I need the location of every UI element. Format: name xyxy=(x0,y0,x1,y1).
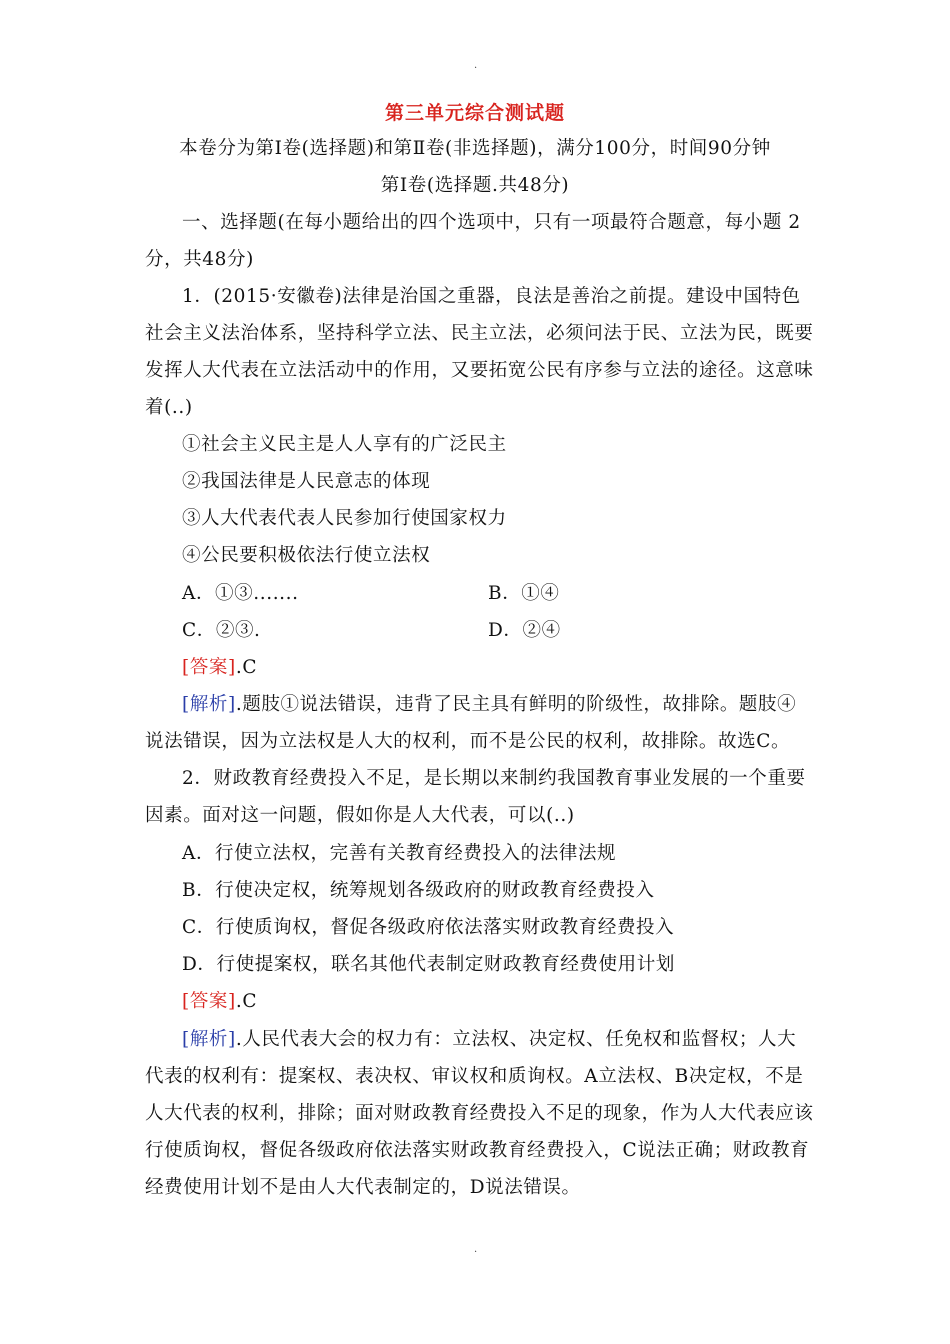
q1-option-a: A．①③....... xyxy=(182,583,299,604)
q1-stem-line-4: 着(..) xyxy=(145,397,193,418)
q1-stem-line-3: 发挥人大代表在立法活动中的作用，又要拓宽公民有序参与立法的途径。这意味 xyxy=(145,360,814,381)
exam-intro: 本卷分为第Ⅰ卷(选择题)和第Ⅱ卷(非选择题)，满分100分，时间90分钟 xyxy=(179,138,771,159)
q2-option-a: A．行使立法权，完善有关教育经费投入的法律法规 xyxy=(182,843,617,864)
q2-analysis-line-4: 行使质询权，督促各级政府依法落实财政教育经费投入，C说法正确；财政教育 xyxy=(145,1140,810,1161)
q1-stem-line-2: 社会主义法治体系，坚持科学立法、民主立法，必须问法于民、立法为民，既要 xyxy=(145,323,814,344)
q1-statement-1: ①社会主义民主是人人享有的广泛民主 xyxy=(182,434,507,455)
q1-analysis-line-2: 说法错误，因为立法权是人大的权利，而不是公民的权利，故排除。故选C。 xyxy=(145,731,791,752)
q2-stem-line-2: 因素。面对这一问题，假如你是人大代表，可以(..) xyxy=(145,805,575,826)
q2-analysis-line-2: 代表的权利有：提案权、表决权、审议权和质询权。A立法权、B决定权，不是 xyxy=(145,1066,804,1087)
q1-statement-3: ③人大代表代表人民参加行使国家权力 xyxy=(182,508,507,529)
q1-option-d: D．②④ xyxy=(488,620,561,641)
analysis-tag: [解析] xyxy=(182,694,236,715)
q2-analysis-line-3: 人大代表的权利，排除；面对财政教育经费投入不足的现象，作为人大代表应该 xyxy=(145,1103,814,1124)
page-title: 第三单元综合测试题 xyxy=(384,102,565,124)
q2-option-d: D．行使提案权，联名其他代表制定财政教育经费使用计划 xyxy=(182,954,675,975)
q2-option-b: B．行使决定权，统筹规划各级政府的财政教育经费投入 xyxy=(182,880,655,901)
q1-statement-4: ④公民要积极依法行使立法权 xyxy=(182,545,431,566)
q1-option-c: C．②③. xyxy=(182,620,261,641)
instruction-line-2: 分，共48分) xyxy=(145,249,254,270)
analysis-tag: [解析] xyxy=(182,1029,236,1050)
answer-value: .C xyxy=(235,991,258,1012)
q1-analysis-line-1 xyxy=(182,696,796,715)
q1-statement-2: ②我国法律是人民意志的体现 xyxy=(182,471,431,492)
q2-answer xyxy=(182,993,257,1012)
q2-analysis-line-5: 经费使用计划不是由人大代表制定的，D说法错误。 xyxy=(145,1177,581,1198)
footer-dot: . xyxy=(474,1244,478,1255)
q1-answer xyxy=(182,659,257,678)
instruction-line-1: 一、选择题(在每小题给出的四个选项中，只有一项最符合题意，每小题 2 xyxy=(182,212,801,233)
header-dot: . xyxy=(474,60,478,71)
q1-stem-line-1: 1．(2015·安徽卷)法律是治国之重器，良法是善治之前提。建设中国特色 xyxy=(182,286,801,307)
analysis-text: .题肢①说法错误，违背了民主具有鲜明的阶级性，故排除。题肢④ xyxy=(235,694,797,715)
analysis-text: .人民代表大会的权力有：立法权、决定权、任免权和监督权；人大 xyxy=(235,1029,797,1050)
q1-option-b: B．①④ xyxy=(488,583,560,604)
answer-value: .C xyxy=(235,657,258,678)
answer-tag: [答案] xyxy=(182,991,236,1012)
q2-analysis-line-1 xyxy=(182,1031,796,1050)
q2-stem-line-1: 2．财政教育经费投入不足，是长期以来制约我国教育事业发展的一个重要 xyxy=(182,768,806,789)
section-heading: 第Ⅰ卷(选择题.共48分) xyxy=(380,175,570,196)
answer-tag: [答案] xyxy=(182,657,236,678)
q2-option-c: C．行使质询权，督促各级政府依法落实财政教育经费投入 xyxy=(182,917,675,938)
